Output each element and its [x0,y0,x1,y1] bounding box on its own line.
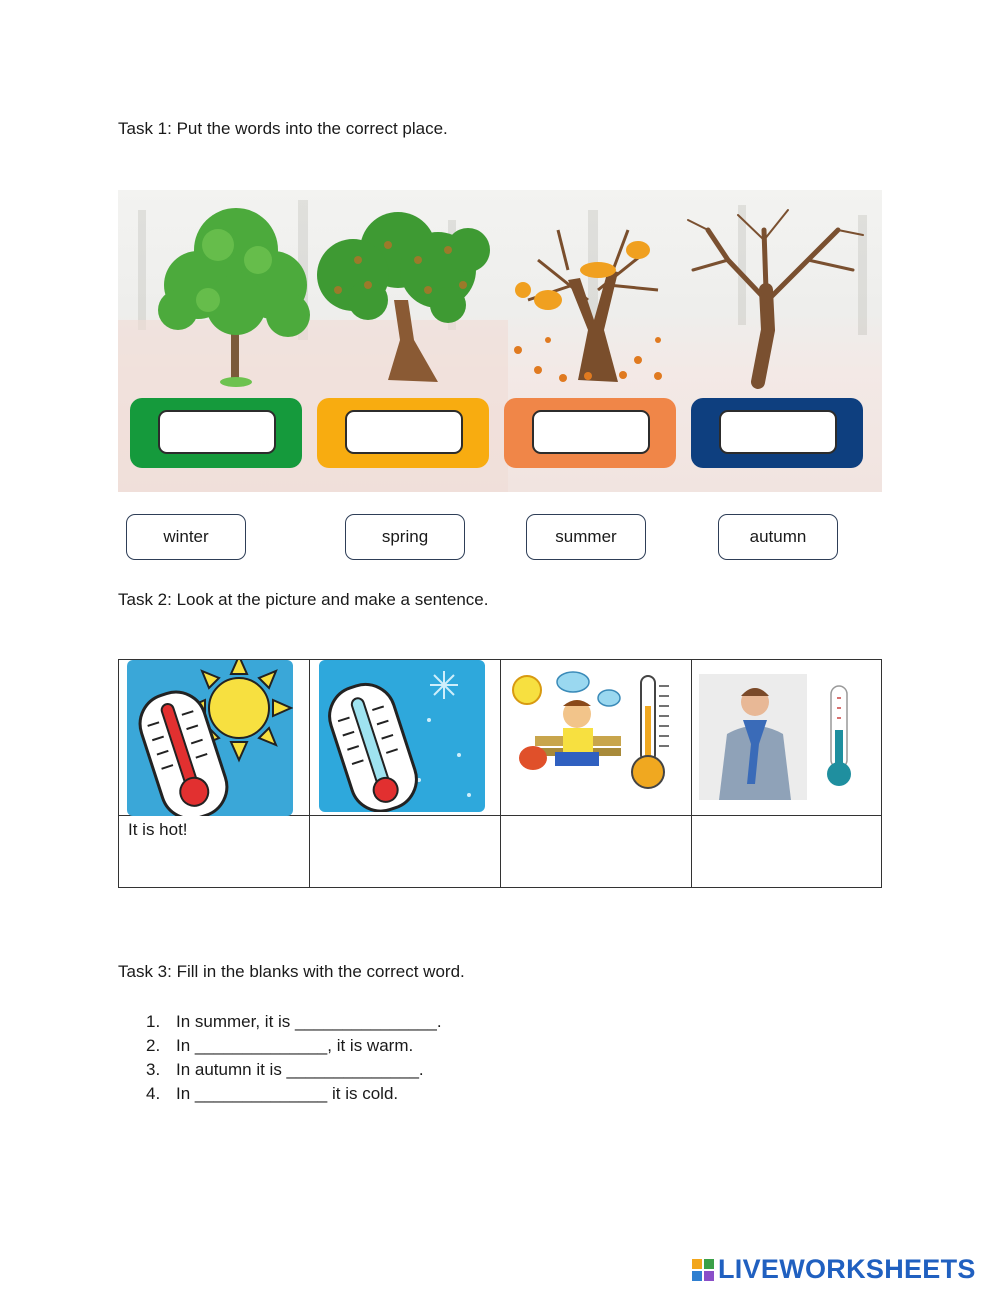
item-number: 4. [146,1084,161,1103]
answer-slot-1 [130,398,302,468]
word-chip-spring[interactable]: spring [345,514,465,560]
word-chip-winter[interactable]: winter [126,514,246,560]
seasons-trees-scene [118,190,882,492]
bare-tree-icon [688,210,863,382]
item-number: 3. [146,1060,161,1079]
cold-thermometer-icon [319,660,485,812]
answer-slot-4 [691,398,863,468]
hot-thermometer-icon [127,660,293,816]
answer-box-4[interactable] [719,410,837,454]
logo-blocks-icon [692,1259,714,1281]
sentence-table [118,659,882,888]
word-chip-summer[interactable]: summer [526,514,646,560]
list-item [146,1034,442,1058]
answer-box-1[interactable] [158,410,276,454]
warm-park-icon [505,666,685,806]
item-text[interactable]: In summer, it is _______________. [176,1012,442,1031]
logo-text: LIVEWORKSHEETS [718,1254,976,1284]
word-chip-autumn[interactable]: autumn [718,514,838,560]
item-number: 1. [146,1012,161,1031]
list-item [146,1010,442,1034]
item-text[interactable]: In ______________, it is warm. [176,1036,414,1055]
fill-blanks-list [146,1010,442,1106]
task3-title: Task 3: Fill in the blanks with the correct word. [118,962,465,981]
list-item [146,1082,442,1106]
item-text[interactable]: In ______________ it is cold. [176,1084,399,1103]
task1-title: Task 1: Put the words into the correct place. [118,119,448,138]
item-text[interactable]: In autumn it is ______________. [176,1060,424,1079]
cool-person-icon [699,674,869,802]
answer-slot-2 [317,398,489,468]
task2-title: Task 2: Look at the picture and make a sentence. [118,590,489,609]
answer-box-3[interactable] [532,410,650,454]
answer-slot-3 [504,398,676,468]
caption-1: It is hot! [128,820,188,839]
answer-box-2[interactable] [345,410,463,454]
liveworksheets-logo [692,1254,976,1285]
list-item [146,1058,442,1082]
item-number: 2. [146,1036,161,1055]
